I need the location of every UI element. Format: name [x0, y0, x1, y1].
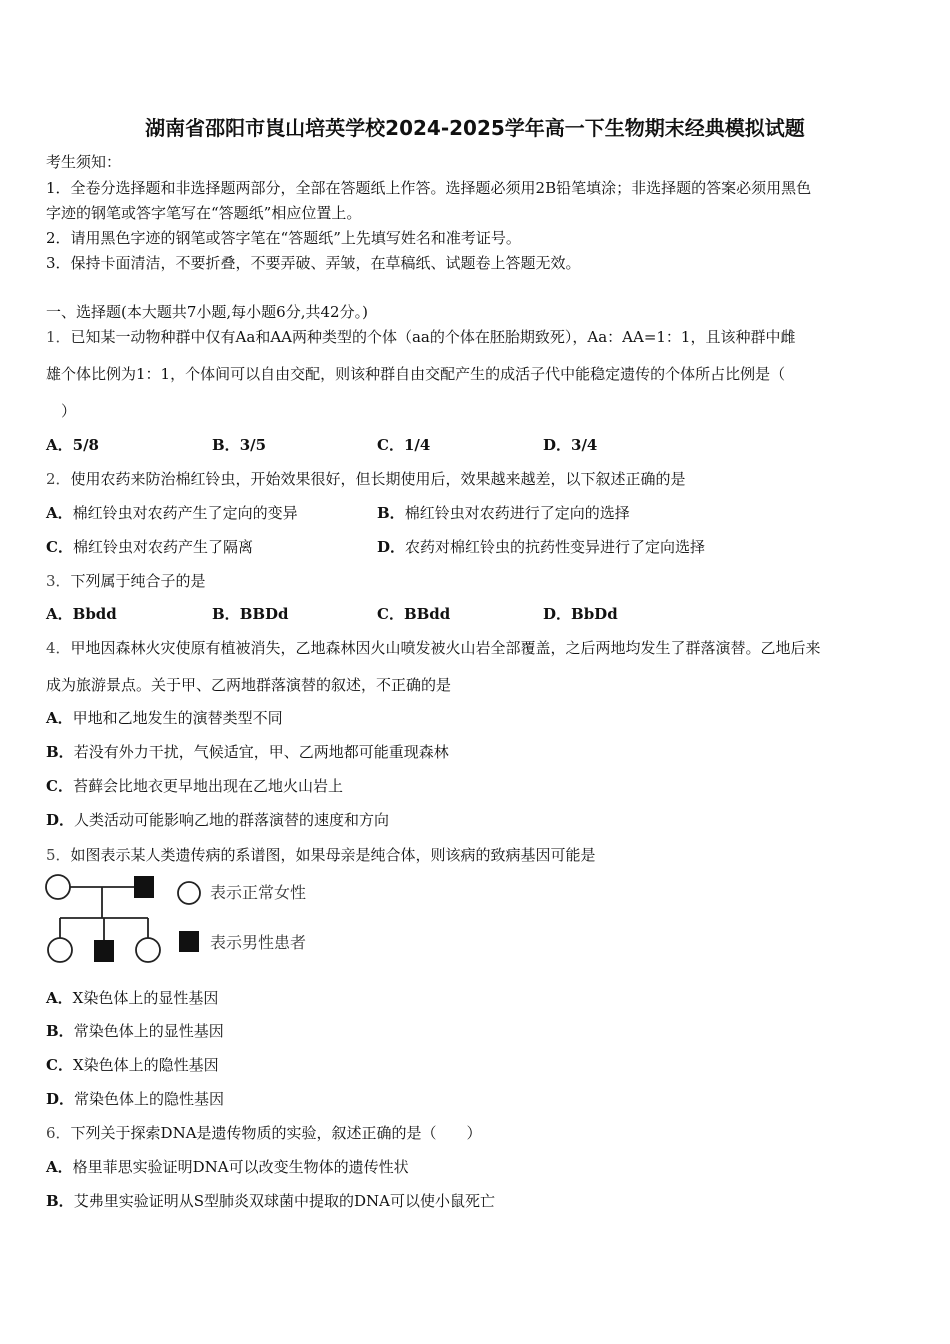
option-c[interactable]: C．BBdd	[377, 605, 451, 623]
option-d[interactable]: D．BbDd	[543, 605, 618, 623]
option-b[interactable]: B．棉红铃虫对农药进行了定向的选择	[377, 504, 630, 522]
option-a[interactable]: A．5/8	[46, 436, 99, 454]
option-a[interactable]: A．X染色体上的显性基因	[46, 989, 219, 1007]
father-affected-male-icon	[134, 876, 154, 898]
question-text: 已知某一动物种群中仅有Aa和AA两种类型的个体（aa的个体在胚胎期致死），Aa：AA=1：1，且该种群中雌	[70, 328, 796, 346]
option-a[interactable]: A．Bbdd	[46, 605, 117, 623]
page-title: 湖南省邵阳市崀山培英学校2024-2025学年高一下生物期末经典模拟试题	[145, 116, 805, 140]
question-3	[46, 571, 206, 591]
pedigree-diagram	[40, 870, 340, 970]
question-4	[46, 638, 821, 658]
legend-normal-female-label: 表示正常女性	[210, 883, 307, 902]
option-b[interactable]: B．若没有外力干扰，气候适宜，甲、乙两地都可能重现森林	[46, 743, 449, 761]
question-text: 甲地因森林火灾使原有植被消失，乙地森林因火山喷发被火山岩全部覆盖，之后两地均发生了群落演替。乙地后来	[70, 639, 821, 657]
option-c[interactable]: C．X染色体上的隐性基因	[46, 1056, 219, 1074]
question-number: 3．	[46, 572, 71, 590]
question-number: 5．	[46, 846, 71, 864]
son-affected-male-icon	[94, 940, 114, 962]
option-a[interactable]: A．甲地和乙地发生的演替类型不同	[46, 709, 283, 727]
daughter-normal-female-icon	[136, 938, 160, 962]
legend-affected-male-icon	[179, 931, 199, 952]
section-heading: 一、选择题(本大题共7小题,每小题6分,共42分。)	[46, 303, 368, 321]
question-2	[46, 469, 686, 489]
question-number: 1．	[46, 328, 71, 346]
option-b[interactable]: B．3/5	[212, 436, 267, 454]
option-c[interactable]: C．1/4	[377, 436, 431, 454]
option-a[interactable]: A．棉红铃虫对农药产生了定向的变异	[46, 504, 298, 522]
option-c[interactable]: C．棉红铃虫对农药产生了隔离	[46, 538, 253, 556]
question-number: 6．	[46, 1124, 71, 1142]
option-d[interactable]: D．农药对棉红铃虫的抗药性变异进行了定向选择	[377, 538, 706, 556]
question-text: 下列属于纯合子的是	[70, 572, 206, 590]
question-number: 2．	[46, 470, 71, 488]
question-text: 下列关于探索DNA是遗传物质的实验，叙述正确的是（ ）	[70, 1124, 482, 1142]
question-6	[46, 1123, 482, 1143]
question-text: ）	[46, 402, 77, 420]
option-d[interactable]: D．3/4	[543, 436, 598, 454]
question-1	[46, 327, 795, 347]
option-a[interactable]: A．格里菲思实验证明DNA可以改变生物体的遗传性状	[46, 1158, 409, 1176]
question-text: 成为旅游景点。关于甲、乙两地群落演替的叙述，不正确的是	[46, 676, 452, 694]
option-b[interactable]: B．BBDd	[212, 605, 289, 623]
notice-item: 字迹的钢笔或答字笔写在“答题纸”相应位置上。	[46, 204, 362, 222]
option-c[interactable]: C．苔藓会比地衣更早地出现在乙地火山岩上	[46, 777, 343, 795]
question-text: 如图表示某人类遗传病的系谱图，如果母亲是纯合体，则该病的致病基因可能是	[70, 846, 596, 864]
notice-heading: 考生须知：	[46, 153, 122, 171]
mother-normal-female-icon	[46, 875, 70, 899]
option-b[interactable]: B．艾弗里实验证明从S型肺炎双球菌中提取的DNA可以使小鼠死亡	[46, 1192, 495, 1210]
question-5	[46, 845, 596, 865]
question-text: 雄个体比例为1：1，个体间可以自由交配，则该种群自由交配产生的成活子代中能稳定遗传的个体所占比例是（	[46, 365, 786, 383]
option-d[interactable]: D．常染色体上的隐性基因	[46, 1090, 225, 1108]
daughter-normal-female-icon	[48, 938, 72, 962]
option-b[interactable]: B．常染色体上的显性基因	[46, 1022, 224, 1040]
question-number: 4．	[46, 639, 71, 657]
question-text: 使用农药来防治棉红铃虫，开始效果很好，但长期使用后，效果越来越差，以下叙述正确的是	[70, 470, 686, 488]
notice-item: 2．请用黑色字迹的钢笔或答字笔在“答题纸”上先填写姓名和准考证号。	[46, 229, 521, 247]
legend-normal-female-icon	[178, 882, 200, 904]
notice-item: 3．保持卡面清洁，不要折叠，不要弄破、弄皱，在草稿纸、试题卷上答题无效。	[46, 254, 581, 272]
option-d[interactable]: D．人类活动可能影响乙地的群落演替的速度和方向	[46, 811, 390, 829]
legend-affected-male-label: 表示男性患者	[210, 933, 307, 952]
notice-item: 1．全卷分选择题和非选择题两部分，全部在答题纸上作答。选择题必须用2B铅笔填涂；非选择题的答案必须用黑色	[46, 179, 812, 197]
